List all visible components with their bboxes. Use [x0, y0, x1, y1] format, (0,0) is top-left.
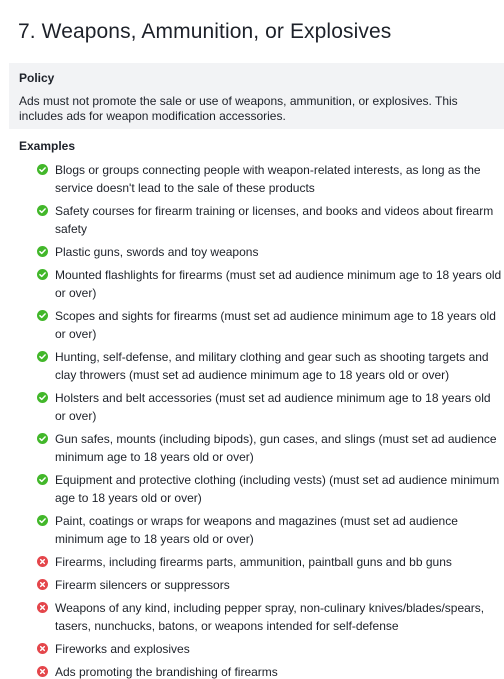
example-item-allowed — [37, 161, 504, 197]
x-circle-icon — [37, 579, 48, 590]
x-circle-icon — [37, 666, 48, 677]
example-item-text: Blogs or groups connecting people with weapon-related interests, as long as the service doesn't lead to the sale of these products — [55, 163, 481, 195]
example-item-prohibited — [37, 663, 504, 679]
example-item-prohibited — [37, 553, 504, 571]
check-circle-icon — [37, 351, 48, 362]
check-circle-icon — [37, 205, 48, 216]
check-circle-icon — [37, 474, 48, 485]
check-circle-icon — [37, 164, 48, 175]
x-circle-icon — [37, 643, 48, 654]
check-circle-icon — [37, 392, 48, 403]
example-item-text: Ads promoting the brandishing of firearms — [55, 665, 278, 679]
check-circle-icon — [37, 246, 48, 257]
x-circle-icon — [37, 556, 48, 567]
example-item-text: Weapons of any kind, including pepper spray, non-culinary knives/blades/spears, tasers, nunchucks, batons, or weapons intended for self-defense — [55, 601, 485, 633]
example-item-allowed — [37, 389, 504, 425]
example-item-text: Plastic guns, swords and toy weapons — [55, 245, 259, 259]
example-item-text: Equipment and protective clothing (including vests) (must set ad audience minimum age to 18 years old or over) — [55, 473, 500, 505]
example-item-text: Paint, coatings or wraps for weapons and magazines (must set ad audience minimum age to 18 years old or over) — [55, 514, 458, 546]
policy-heading: Policy — [19, 71, 55, 85]
check-circle-icon — [37, 269, 48, 280]
examples-heading: Examples — [19, 139, 76, 153]
example-item-text: Gun safes, mounts (including bipods), gun cases, and slings (must set ad audience minimum age to 18 years old or over) — [55, 432, 497, 464]
example-item-text: Mounted flashlights for firearms (must set ad audience minimum age to 18 years old or over) — [55, 268, 502, 300]
example-item-prohibited — [37, 599, 504, 635]
example-item-text: Scopes and sights for firearms (must set ad audience minimum age to 18 years old or over) — [55, 309, 496, 341]
example-item-prohibited — [37, 640, 504, 658]
example-item-allowed — [37, 202, 504, 238]
example-item-prohibited — [37, 576, 504, 594]
check-circle-icon — [37, 515, 48, 526]
example-item-text: Firearms, including firearms parts, ammunition, paintball guns and bb guns — [55, 555, 452, 569]
example-item-allowed — [37, 307, 504, 343]
example-item-text: Hunting, self-defense, and military clothing and gear such as shooting targets and clay throwers (must set ad audience minimum age to 18 years old or over) — [55, 350, 489, 382]
x-circle-icon — [37, 602, 48, 613]
check-circle-icon — [37, 433, 48, 444]
example-item-text: Firearm silencers or suppressors — [55, 578, 230, 592]
example-item-allowed — [37, 266, 504, 302]
check-circle-icon — [37, 310, 48, 321]
example-item-text: Safety courses for firearm training or licenses, and books and videos about firearm safety — [55, 204, 494, 236]
example-item-text: Holsters and belt accessories (must set ad audience minimum age to 18 years old or over) — [55, 391, 491, 423]
policy-text: Ads must not promote the sale or use of weapons, ammunition, or explosives. This includes ads for weapon modification accessories. — [19, 94, 458, 123]
example-item-text: Fireworks and explosives — [55, 642, 190, 656]
example-item-allowed — [37, 512, 504, 548]
section-title: 7. Weapons, Ammunition, or Explosives — [18, 20, 392, 43]
example-item-allowed — [37, 471, 504, 507]
examples-list — [37, 161, 504, 679]
policy-box — [9, 63, 504, 129]
example-item-allowed — [37, 348, 504, 384]
example-item-allowed — [37, 243, 504, 261]
example-item-allowed — [37, 430, 504, 466]
